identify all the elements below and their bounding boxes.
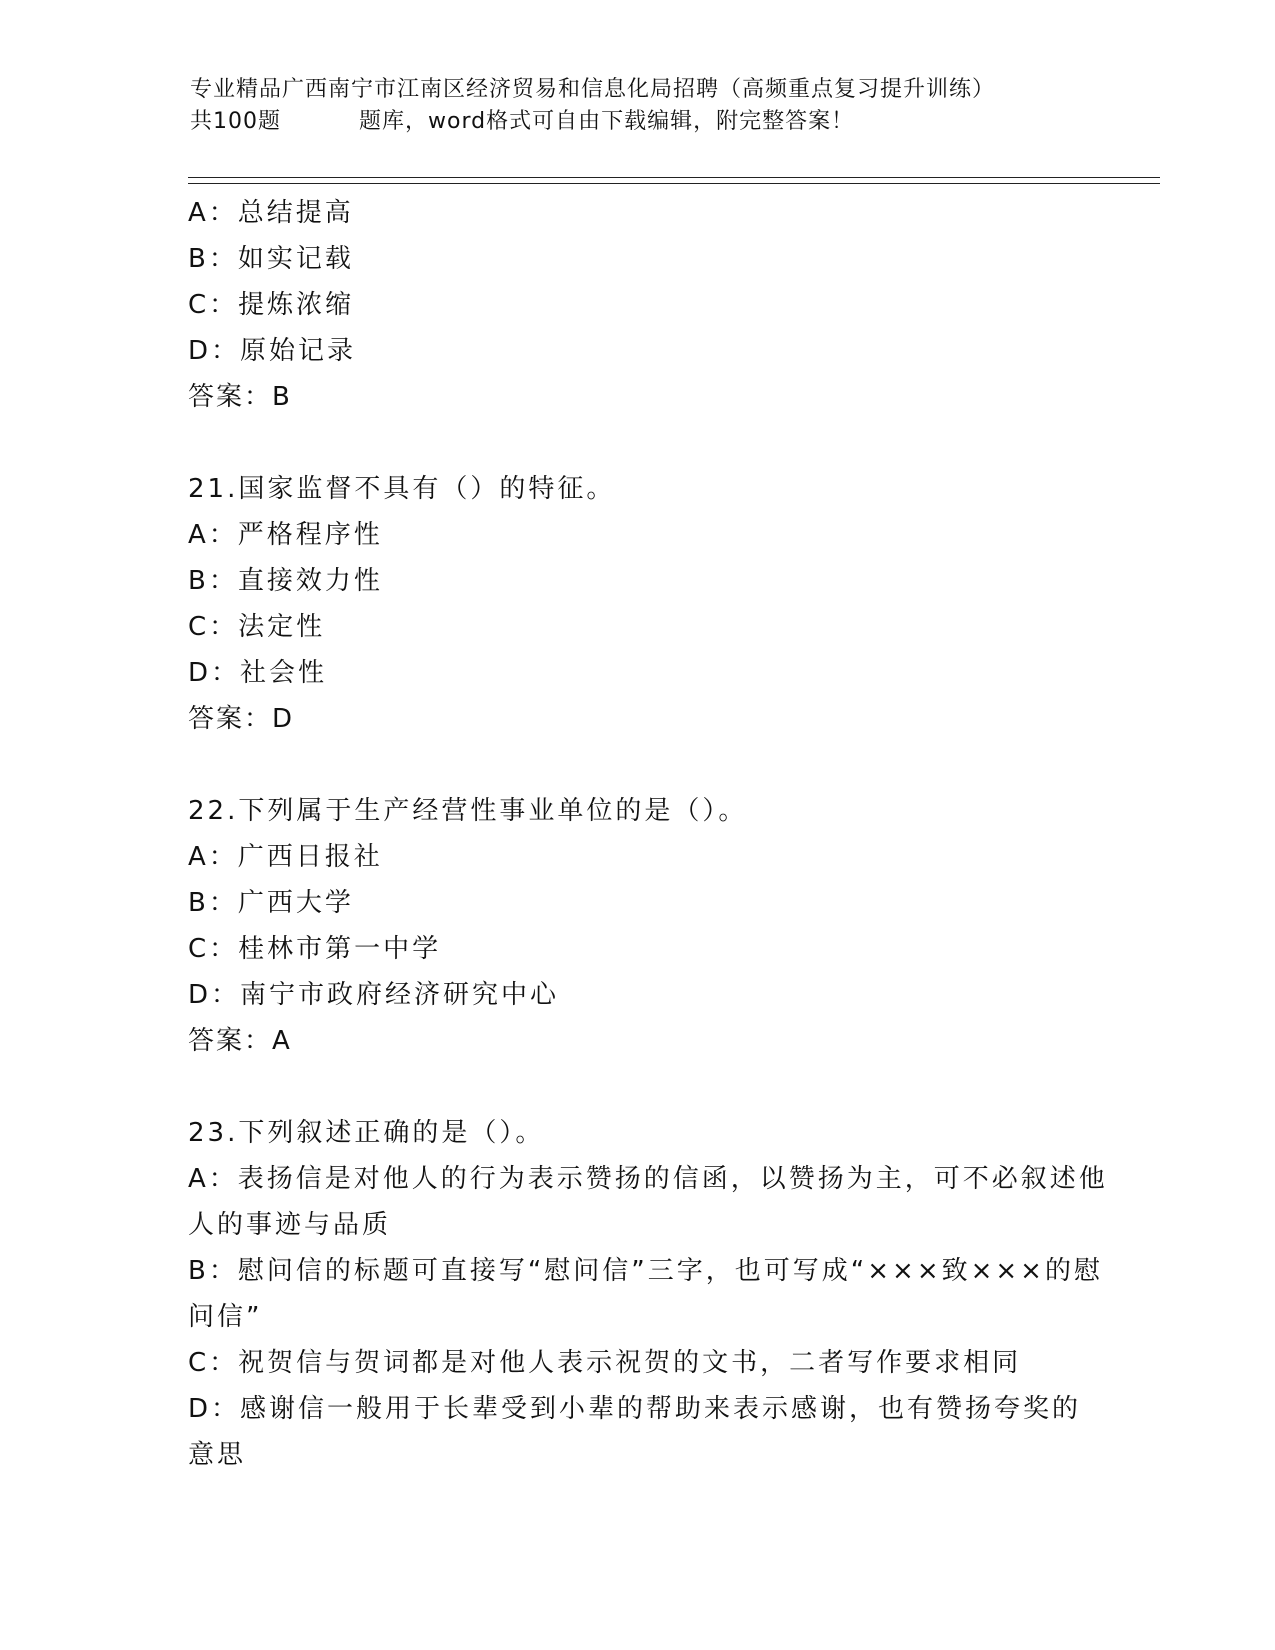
question-block-22: [188, 788, 1108, 1064]
question-stem: 22.下列属于生产经营性事业单位的是（）。: [188, 796, 748, 826]
question-stem: 21.国家监督不具有（）的特征。: [188, 474, 616, 504]
option-a: A：严格程序性: [188, 520, 383, 550]
answer-line: 答案：D: [188, 704, 295, 734]
question-stem: 23.下列叙述正确的是（）。: [188, 1118, 545, 1148]
question-block-previous: [188, 190, 1108, 420]
option-b: B：慰问信的标题可直接写“慰问信”三字，也可写成“×××致×××的慰问信”: [188, 1256, 1103, 1332]
option-a: A：广西日报社: [188, 842, 383, 872]
answer-line: 答案：B: [188, 382, 292, 412]
header-question-count: 共100题: [190, 109, 281, 134]
header-title: 专业精品广西南宁市江南区经济贸易和信息化局招聘（高频重点复习提升训练）: [190, 77, 996, 102]
header-description: 题库，word格式可自由下载编辑，附完整答案！: [359, 109, 855, 134]
spacer: [188, 1064, 1108, 1110]
header-subtitle: [190, 106, 1090, 138]
option-b: B：直接效力性: [188, 566, 383, 596]
option-b: B：如实记载: [188, 244, 354, 274]
header-divider-top: [188, 177, 1160, 178]
option-c: C：桂林市第一中学: [188, 934, 442, 964]
option-d: D：社会性: [188, 658, 328, 688]
option-d: D：感谢信一般用于长辈受到小辈的帮助来表示感谢，也有赞扬夸奖的意思: [188, 1394, 1082, 1470]
answer-line: 答案：A: [188, 1026, 292, 1056]
option-a: A：总结提高: [188, 198, 354, 228]
document-header: [190, 74, 1090, 138]
option-c: C：提炼浓缩: [188, 290, 355, 320]
spacer: [188, 420, 1108, 466]
header-divider-bottom: [188, 183, 1160, 184]
question-block-21: [188, 466, 1108, 742]
option-c: C：祝贺信与贺词都是对他人表示祝贺的文书，二者写作要求相同: [188, 1348, 1022, 1378]
option-d: D：原始记录: [188, 336, 357, 366]
question-list: [188, 190, 1108, 1478]
option-a: A：表扬信是对他人的行为表示赞扬的信函，以赞扬为主，可不必叙述他人的事迹与品质: [188, 1164, 1108, 1240]
option-b: B：广西大学: [188, 888, 354, 918]
spacer: [188, 742, 1108, 788]
option-d: D：南宁市政府经济研究中心: [188, 980, 560, 1010]
option-c: C：法定性: [188, 612, 326, 642]
question-block-23: [188, 1110, 1108, 1478]
